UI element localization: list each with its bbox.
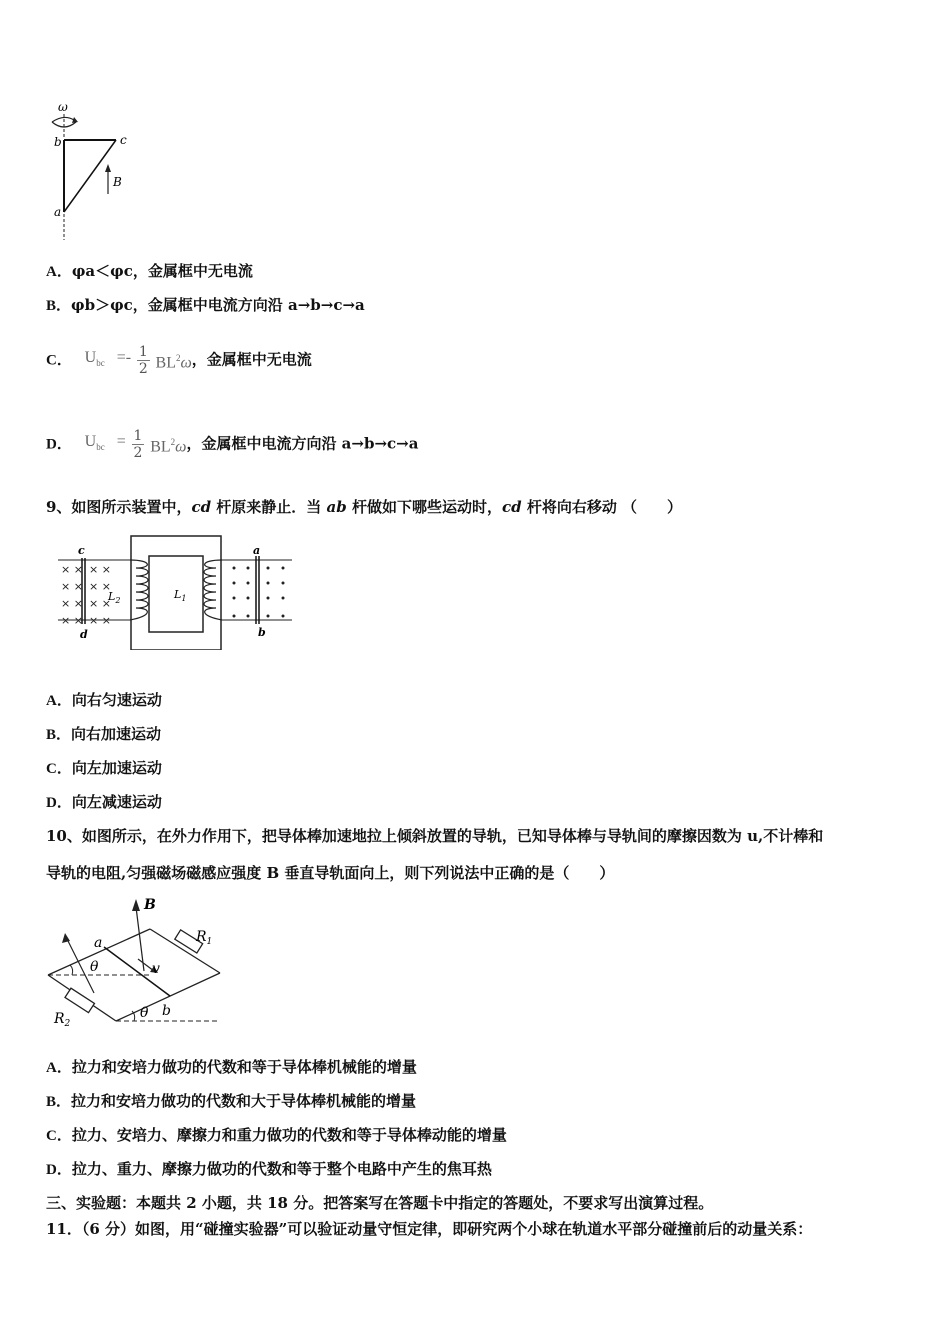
q8-c-formula: $U_{bc}$ =- (84, 349, 132, 369)
theta2-label: θ (140, 1005, 149, 1021)
a-label: a (253, 544, 261, 557)
svg-text:× ×: × × (61, 597, 83, 610)
svg-text:× ×: × × (61, 580, 83, 593)
c-label: c (78, 544, 85, 557)
q10-figure (44, 893, 234, 1033)
R1-label: $R_1$ (196, 929, 213, 947)
q10-stem-line2: 导轨的电阻,匀强磁场磁感应强度 B 垂直导轨面向上，则下列说法中正确的是（ ） (46, 864, 615, 882)
q8-option-d: D． $U_{bc}$ = $\frac{1}{2}$ $BL^2\omega$，金属框中电流方向沿 a→b→c→a (46, 422, 418, 467)
q8-option-c: C． $U_{bc}$ =- $\frac{1}{2}$ $BL^2\omega$，金属框中无电流 (46, 338, 312, 383)
section3-heading: 三、实验题：本题共 2 小题，共 18 分。把答案写在答题卡中指定的答题处，不要求写出演算过程。 (46, 1194, 714, 1212)
q8-c-fraction: $\frac{1}{2}$ (138, 344, 148, 378)
b-label: b (162, 1003, 171, 1019)
q10-option-b: B．拉力和安培力做功的代数和大于导体棒机械能的增量 (46, 1092, 417, 1110)
q9-x-marks (61, 563, 111, 627)
v-label: v (152, 961, 160, 977)
q10-option-d: D．拉力、重力、摩擦力做功的代数和等于整个电路中产生的焦耳热 (46, 1160, 492, 1178)
q10-option-c: C．拉力、安培力、摩擦力和重力做功的代数和等于导体棒动能的增量 (46, 1126, 507, 1144)
svg-text:× ×: × × (89, 614, 111, 627)
B-field-label: B (113, 175, 122, 189)
c-label: c (120, 133, 127, 147)
a-label: a (94, 935, 103, 951)
q9-stem: 9、如图所示装置中，cd 杆原来静止．当 ab 杆做如下哪些运动时，cd 杆将向右移动 （ ） (46, 498, 683, 516)
r2-resistor (65, 988, 94, 1012)
q10-option-a: A．拉力和安培力做功的代数和等于导体棒机械能的增量 (46, 1058, 417, 1076)
q8-d-fraction: $\frac{1}{2}$ (133, 428, 143, 462)
q8-option-b: B．φb＞φc，金属框中电流方向沿 a→b→c→a (46, 296, 365, 314)
L1-label: $L_1$ (174, 588, 187, 603)
omega-label: ω (58, 100, 68, 114)
q9-figure (56, 530, 296, 650)
svg-text:× ×: × × (89, 580, 111, 593)
q11-stem: 11．（6 分）如图，用“碰撞实验器”可以验证动量守恒定律，即研究两个小球在轨道水平部分碰撞前后的动量关系： (46, 1220, 813, 1238)
b-label: b (258, 626, 266, 639)
theta1-label: θ (90, 959, 99, 975)
B-field-label: B (144, 897, 156, 913)
l1-coil (204, 560, 222, 620)
q9-option-c: C．向左加速运动 (46, 759, 162, 777)
q9-option-d: D．向左减速运动 (46, 793, 162, 811)
svg-text:× ×: × × (89, 597, 111, 610)
q8-d-formula: $U_{bc}$ = (84, 433, 126, 453)
q8-figure (44, 98, 144, 244)
q10-stem-line1: 10、如图所示，在外力作用下，把导体棒加速地拉上倾斜放置的导轨，已知导体棒与导轨间的摩擦因数为 u,不计棒和 (46, 827, 824, 845)
d-label: d (80, 628, 88, 641)
R2-label: $R_2$ (54, 1011, 71, 1029)
b-label: b (54, 135, 62, 149)
a-label: a (54, 205, 62, 219)
svg-text:× ×: × × (61, 563, 83, 576)
svg-text:× ×: × × (89, 563, 111, 576)
q9-option-a: A．向右匀速运动 (46, 691, 162, 709)
svg-text:× ×: × × (61, 614, 83, 627)
q8-option-a: A．φa＜φc，金属框中无电流 (46, 262, 253, 280)
L2-label: $L_2$ (108, 590, 121, 605)
q9-option-b: B．向右加速运动 (46, 725, 162, 743)
l2-coil (130, 560, 148, 620)
